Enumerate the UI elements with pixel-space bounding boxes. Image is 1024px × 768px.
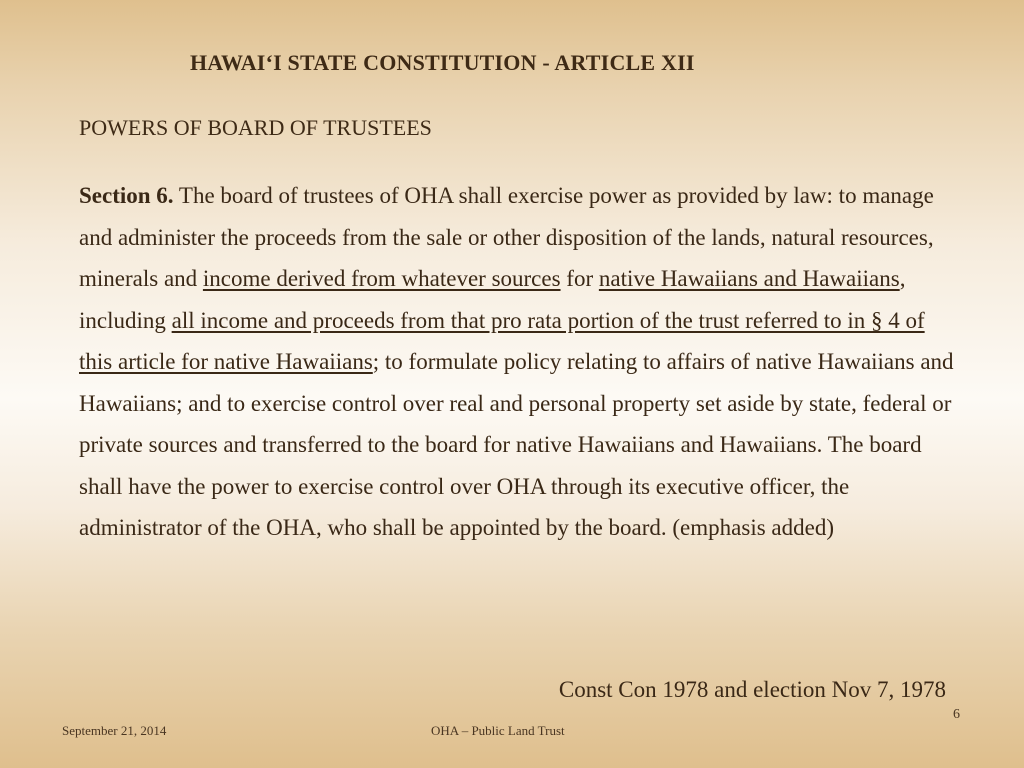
attribution: Const Con 1978 and election Nov 7, 1978: [558, 677, 946, 702]
section-text-1: The board of trustees of OHA shall exercise power as provided by law: to manage and administer the proceeds from the sale or other disposition of the lands, natural resources, minerals and: [79, 183, 934, 291]
underlined-phrase-native-hawaiians: native Hawaiians and Hawaiians: [598, 266, 900, 291]
slide-title: HAWAI‘I STATE CONSTITUTION - ARTICLE XII: [190, 50, 695, 75]
underlined-phrase-all-income: all income and proceeds from that pro rata portion of the trust referred to in § 4 of this article for native Hawaiians: [79, 307, 925, 374]
slide-subtitle: POWERS OF BOARD OF TRUSTEES: [79, 115, 432, 140]
page-number: 6: [953, 707, 960, 722]
underlined-phrase-income-derived: income derived from whatever sources: [202, 266, 561, 291]
section-body: [79, 175, 959, 549]
section-text-4: ; to formulate policy relating to affairs of native Hawaiians and Hawaiians; and to exercise control over real and personal property set aside by state, federal or private sources and transferred to the board for native Hawaiians and Hawaiians. The board shall have the power to exercise control over OHA through its executive officer, the administrator of the OHA, who shall be appointed by the board. (emphasis added): [79, 349, 954, 540]
section-label: Section 6.: [79, 183, 174, 208]
section-text-3: , including: [79, 266, 906, 333]
section-text-2: for: [560, 266, 599, 291]
footer-date: September 21, 2014: [62, 723, 167, 738]
footer-title: OHA – Public Land Trust: [431, 723, 565, 738]
